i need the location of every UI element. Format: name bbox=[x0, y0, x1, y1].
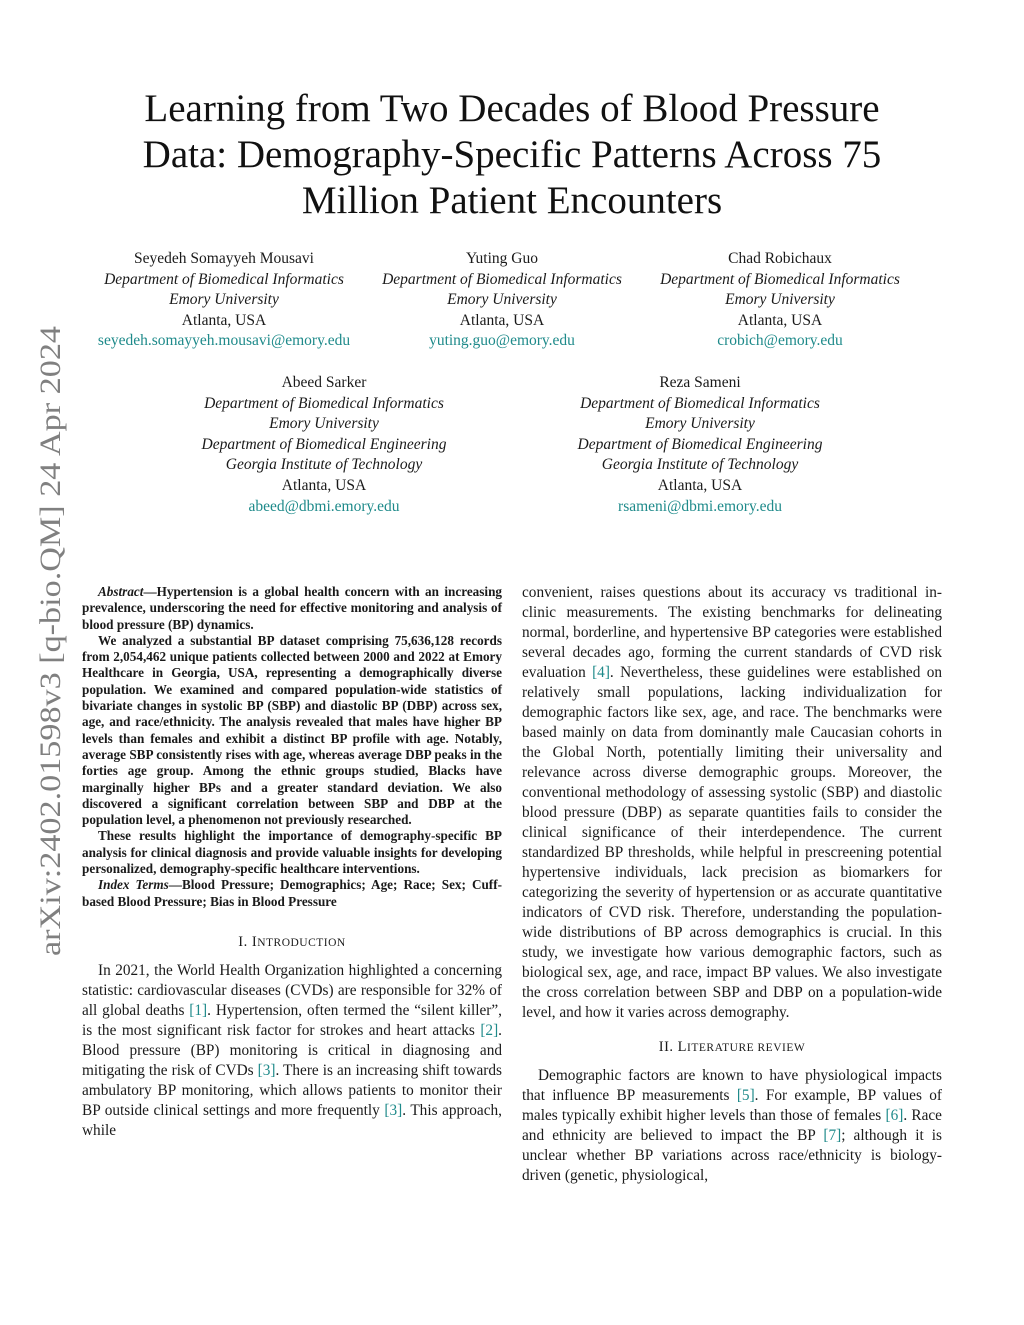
arxiv-stamp-svg bbox=[10, 320, 70, 960]
author-city: Atlanta, USA bbox=[657, 476, 743, 494]
author-affiliation: Department of Biomedical Informatics bbox=[580, 394, 820, 412]
author-affiliation: Department of Biomedical Engineering bbox=[201, 435, 447, 453]
citation-link[interactable]: [7] bbox=[823, 1127, 842, 1144]
section-numeral: II. bbox=[658, 1039, 674, 1055]
abstract-paragraph-1: —Hypertension is a global health concern with an increasing prevalence, underscoring the need for effective monitoring and analysis of blood pressure (BP) dynamics. bbox=[82, 584, 502, 632]
author-affiliation: Department of Biomedical Informatics bbox=[660, 270, 900, 288]
text-segment: convenient, raises questions about its accuracy vs traditional in-clinic measurements. The existing benchmarks for delineating normal, borderline, and hypertensive BP categories were established several decades ago, forming the current standards of CVD risk evaluation bbox=[522, 584, 942, 681]
author-email-link[interactable]: crobich@emory.edu bbox=[717, 332, 843, 350]
literature-review-paragraph bbox=[522, 1066, 942, 1186]
author-city: Atlanta, USA bbox=[737, 311, 823, 329]
author-block-sameni bbox=[550, 373, 850, 517]
introduction-continued-paragraph bbox=[522, 583, 942, 1023]
author-email-link[interactable]: seyedeh.somayyeh.mousavi@emory.edu bbox=[97, 332, 351, 350]
author-name: Abeed Sarker bbox=[281, 374, 367, 391]
author-city: Atlanta, USA bbox=[181, 311, 267, 329]
section-title-initial: I bbox=[251, 933, 258, 950]
abstract-label: Abstract bbox=[98, 584, 144, 599]
author-name: Yuting Guo bbox=[466, 250, 538, 267]
abstract bbox=[82, 584, 502, 910]
index-terms-label: Index Terms bbox=[98, 877, 169, 893]
author-affiliation: Emory University bbox=[169, 291, 279, 309]
arxiv-identifier-stamp bbox=[10, 320, 70, 960]
abstract-paragraph-2: We analyzed a substantial BP dataset comprising 75,636,128 records from 2,054,462 unique patients collected between 2000 and 2022 at Emory Healthcare in Georgia, USA, representing a demographically diverse population. We examined and compared population-wide statistics of bivariate changes in systolic BP (SBP) and diastolic BP (DBP) across sex, age, and race/ethnicity. The analysis revealed that males have higher BP levels than females and exhibit a distinct BP profile with age. Notably, average SBP consistently rises with age, whereas average DBP peaks in the forties age group. Among the ethnic groups studied, Blacks have marginally higher BPs and a greater standard deviation. We also discovered a significant correlation between SBP and DBP at the population level, a phenomenon not previously researched. bbox=[82, 632, 502, 828]
author-block-guo bbox=[366, 249, 638, 352]
author-email-link[interactable]: abeed@dbmi.emory.edu bbox=[248, 497, 400, 515]
section-numeral: I. bbox=[238, 933, 248, 950]
text-segment: ; although it is unclear whether BP variations across race/ethnicity is biology-driven (genetic, physiological, bbox=[522, 1127, 943, 1184]
text-segment: . Nevertheless, these guidelines were established on relatively small populations, lacking individualization for demographic factors like sex, age, and race. The benchmarks were based mainly on data from dominantly male Caucasian cohorts in the Global North, potentially limiting their universality and relevance across diverse demographic groups. Moreover, the conventional methodology of assessing systolic (SBP) and diastolic blood pressure (DBP) as separate quantities fails to consider the clinical significance of their interdependence. The current standardized BP thresholds, while helpful in prescreening potential hypertensive individuals, lack precision as biomarkers for categorizing the severity of hypertension or as accurate quantitative indicators of CVD risk. Therefore, understanding the population-wide distributions of BP across demographics is crucial. In this study, we investigate how various demographic factors, such as biological sex, age, and race, impact BP values. We also investigate the cross correlation between SBP and DBP on a population-wide level, and how it varies across demography. bbox=[522, 664, 942, 1021]
author-block-mousavi bbox=[88, 249, 360, 352]
author-block-robichaux bbox=[644, 249, 916, 352]
author-affiliation: Emory University bbox=[269, 415, 379, 433]
left-column bbox=[82, 584, 502, 1141]
text-segment: . Race and ethnicity are believed to impact the BP bbox=[522, 1107, 942, 1144]
section-title-initial: L bbox=[677, 1039, 688, 1055]
author-affiliation: Georgia Institute of Technology bbox=[601, 456, 799, 474]
citation-link[interactable]: [5] bbox=[736, 1087, 755, 1104]
author-email-link[interactable]: yuting.guo@emory.edu bbox=[429, 332, 575, 350]
text-segment: . For example, BP values of males typically exhibit higher levels than those of females bbox=[522, 1087, 943, 1124]
text-segment: . Blood pressure (BP) monitoring is critical in diagnosing and mitigating the risk of CVDs bbox=[82, 1021, 502, 1079]
citation-link[interactable]: [3] bbox=[384, 1101, 403, 1119]
author-affiliation: Department of Biomedical Informatics bbox=[104, 270, 344, 288]
author-affiliation: Emory University bbox=[725, 291, 835, 309]
index-terms: —Blood Pressure; Demographics; Age; Race; Sex; Cuff-based Blood Pressure; Bias in Blood Pressure bbox=[82, 877, 502, 909]
author-affiliation: Emory University bbox=[645, 415, 755, 433]
author-affiliation: Department of Biomedical Informatics bbox=[204, 394, 444, 412]
introduction-paragraph bbox=[82, 961, 502, 1141]
author-name: Reza Sameni bbox=[659, 374, 741, 391]
abstract-paragraph-3: These results highlight the importance of demography-specific BP analysis for clinical diagnosis and provide valuable insights for developing personalized, demography-specific healthcare interventions. bbox=[82, 828, 502, 877]
author-block-sarker bbox=[174, 373, 474, 517]
text-segment: In 2021, the World Health Organization highlighted a concerning statistic: cardiovascular diseases (CVDs) are responsible for 32% of all global deaths bbox=[82, 961, 502, 1019]
section-heading-introduction bbox=[82, 932, 502, 953]
section-title-rest: NTRODUCTION bbox=[257, 936, 346, 949]
paper-title: Learning from Two Decades of Blood Pressure Data: Demography-Specific Patterns Across 75 Million Patient Encounters bbox=[142, 87, 882, 222]
author-affiliation: Emory University bbox=[447, 291, 557, 309]
right-column bbox=[522, 583, 942, 1186]
citation-link[interactable]: [2] bbox=[480, 1021, 499, 1039]
author-affiliation: Department of Biomedical Engineering bbox=[577, 435, 823, 453]
author-affiliation: Georgia Institute of Technology bbox=[225, 456, 423, 474]
text-segment: . Hypertension, often termed the “silent killer”, is the most significant risk factor for strokes and heart attacks bbox=[82, 1001, 502, 1039]
text-segment: Demographic factors are known to have physiological impacts that influence BP measurements bbox=[522, 1067, 942, 1104]
author-affiliation: Department of Biomedical Informatics bbox=[382, 270, 622, 288]
text-segment: . There is an increasing shift towards ambulatory BP monitoring, which allows patients to monitor their BP outside clinical settings and more frequently bbox=[82, 1061, 502, 1119]
author-name: Chad Robichaux bbox=[728, 250, 832, 267]
text-segment: . This approach, while bbox=[82, 1101, 502, 1139]
author-name: Seyedeh Somayyeh Mousavi bbox=[134, 250, 314, 267]
section-heading-literature-review bbox=[522, 1037, 942, 1058]
citation-link[interactable]: [1] bbox=[189, 1001, 208, 1019]
citation-link[interactable]: [6] bbox=[885, 1107, 904, 1124]
section-title-rest: ITERATURE REVIEW bbox=[687, 1042, 806, 1054]
author-city: Atlanta, USA bbox=[281, 476, 367, 494]
author-email-link[interactable]: rsameni@dbmi.emory.edu bbox=[618, 497, 782, 515]
citation-link[interactable]: [3] bbox=[257, 1061, 276, 1079]
arxiv-stamp-text: arXiv:2402.01598v3 [q-bio.QM] 24 Apr 2024 bbox=[34, 402, 67, 956]
author-city: Atlanta, USA bbox=[459, 311, 545, 329]
citation-link[interactable]: [4] bbox=[592, 664, 610, 681]
